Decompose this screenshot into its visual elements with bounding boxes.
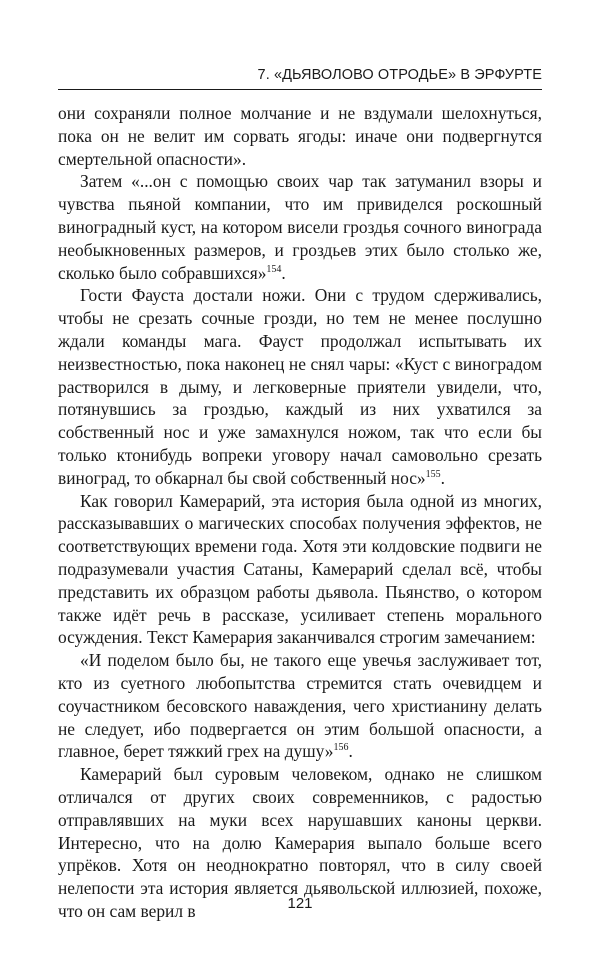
paragraph-4 bbox=[58, 490, 542, 650]
quote-end: . bbox=[348, 741, 353, 762]
paragraph-1-text: они сохраняли полное молчание и не вздумали шелохнуться, пока он не велит им сорвать ягоды: иначе они подвергнутся смертельной опасности». bbox=[58, 103, 542, 169]
body-text bbox=[58, 102, 542, 923]
paragraph-1 bbox=[58, 102, 542, 170]
paragraph-4-text: Как говорил Камерарий, эта история была одной из многих, рассказывавших о магических способах получения эффектов, не соответствующих времени года. Хотя эти колдовские подвиги не подразумевали участия Сатаны, Камерарий сделал всё, чтобы представить их образцом работы дьявола. Пьянство, о котором также идёт речь в рассказе, усиливает степень морального осуждения. Текст Камерария заканчивался строгим замечанием: bbox=[58, 490, 542, 648]
footnote-ref-155[interactable]: 155 bbox=[425, 468, 441, 480]
paragraph-3 bbox=[58, 284, 542, 489]
header-rule bbox=[58, 89, 542, 90]
footnote-ref-154[interactable]: 154 bbox=[266, 263, 282, 275]
block-quote bbox=[58, 649, 542, 763]
paragraph-3-text: Гости Фауста достали ножи. Они с трудом сдерживались, чтобы не срезать сочные грозди, но тем не менее послушно ждали команды мага. Фауст продолжал испытывать их неизвестностью, пока наконец не снял чары: «Куст с виноградом растворился в дыму, и легковерные приятели увидели, что, потянувшись за гроздью, каждый из них ухватился за собственный нос и уже замахнулся ножом, так что если бы только ктонибудь вопреки уговору начал самовольно срезать виноград, то обкарнал бы свой собственный нос» bbox=[58, 285, 542, 488]
page-number: 121 bbox=[287, 895, 313, 912]
footnote-ref-156[interactable]: 156 bbox=[333, 742, 349, 754]
paragraph-6-text: Камерарий был суровым человеком, однако не слишком отличался от других своих современников, с радостью отправлявших на муки всех нарушавших каноны церкви. Интересно, что на долю Камерария выпало больше всего упрёков. Хотя он неоднократно повторял, что в силу своей нелепости эта история является дьявольской иллюзией, похоже, что он сам верил в bbox=[58, 764, 542, 921]
paragraph-3-end: . bbox=[440, 467, 445, 488]
paragraph-2-end: . bbox=[281, 262, 286, 283]
running-head: 7. «ДЬЯВОЛОВО ОТРОДЬЕ» В ЭРФУРТЕ bbox=[257, 67, 542, 83]
quote-text: «И поделом было бы, не такого еще увечья заслуживает тот, кто из суетного любопытства стремится стать очевидцем и соучастником бесовского наваждения, чего христианину делать не следует, ибо подвергается он этим большой опасности, а главное, берет тяжкий грех на душу» bbox=[58, 650, 542, 762]
paragraph-2-text: Затем «...он с помощью своих чар так затуманил взоры и чувства пьяной компании, что им привиделся роскошный виноградный куст, на котором висели гроздья сочного винограда необыкновенных размеров, и гроздьев этих было столько же, сколько было собравшихся» bbox=[58, 171, 542, 283]
paragraph-2 bbox=[58, 170, 542, 284]
